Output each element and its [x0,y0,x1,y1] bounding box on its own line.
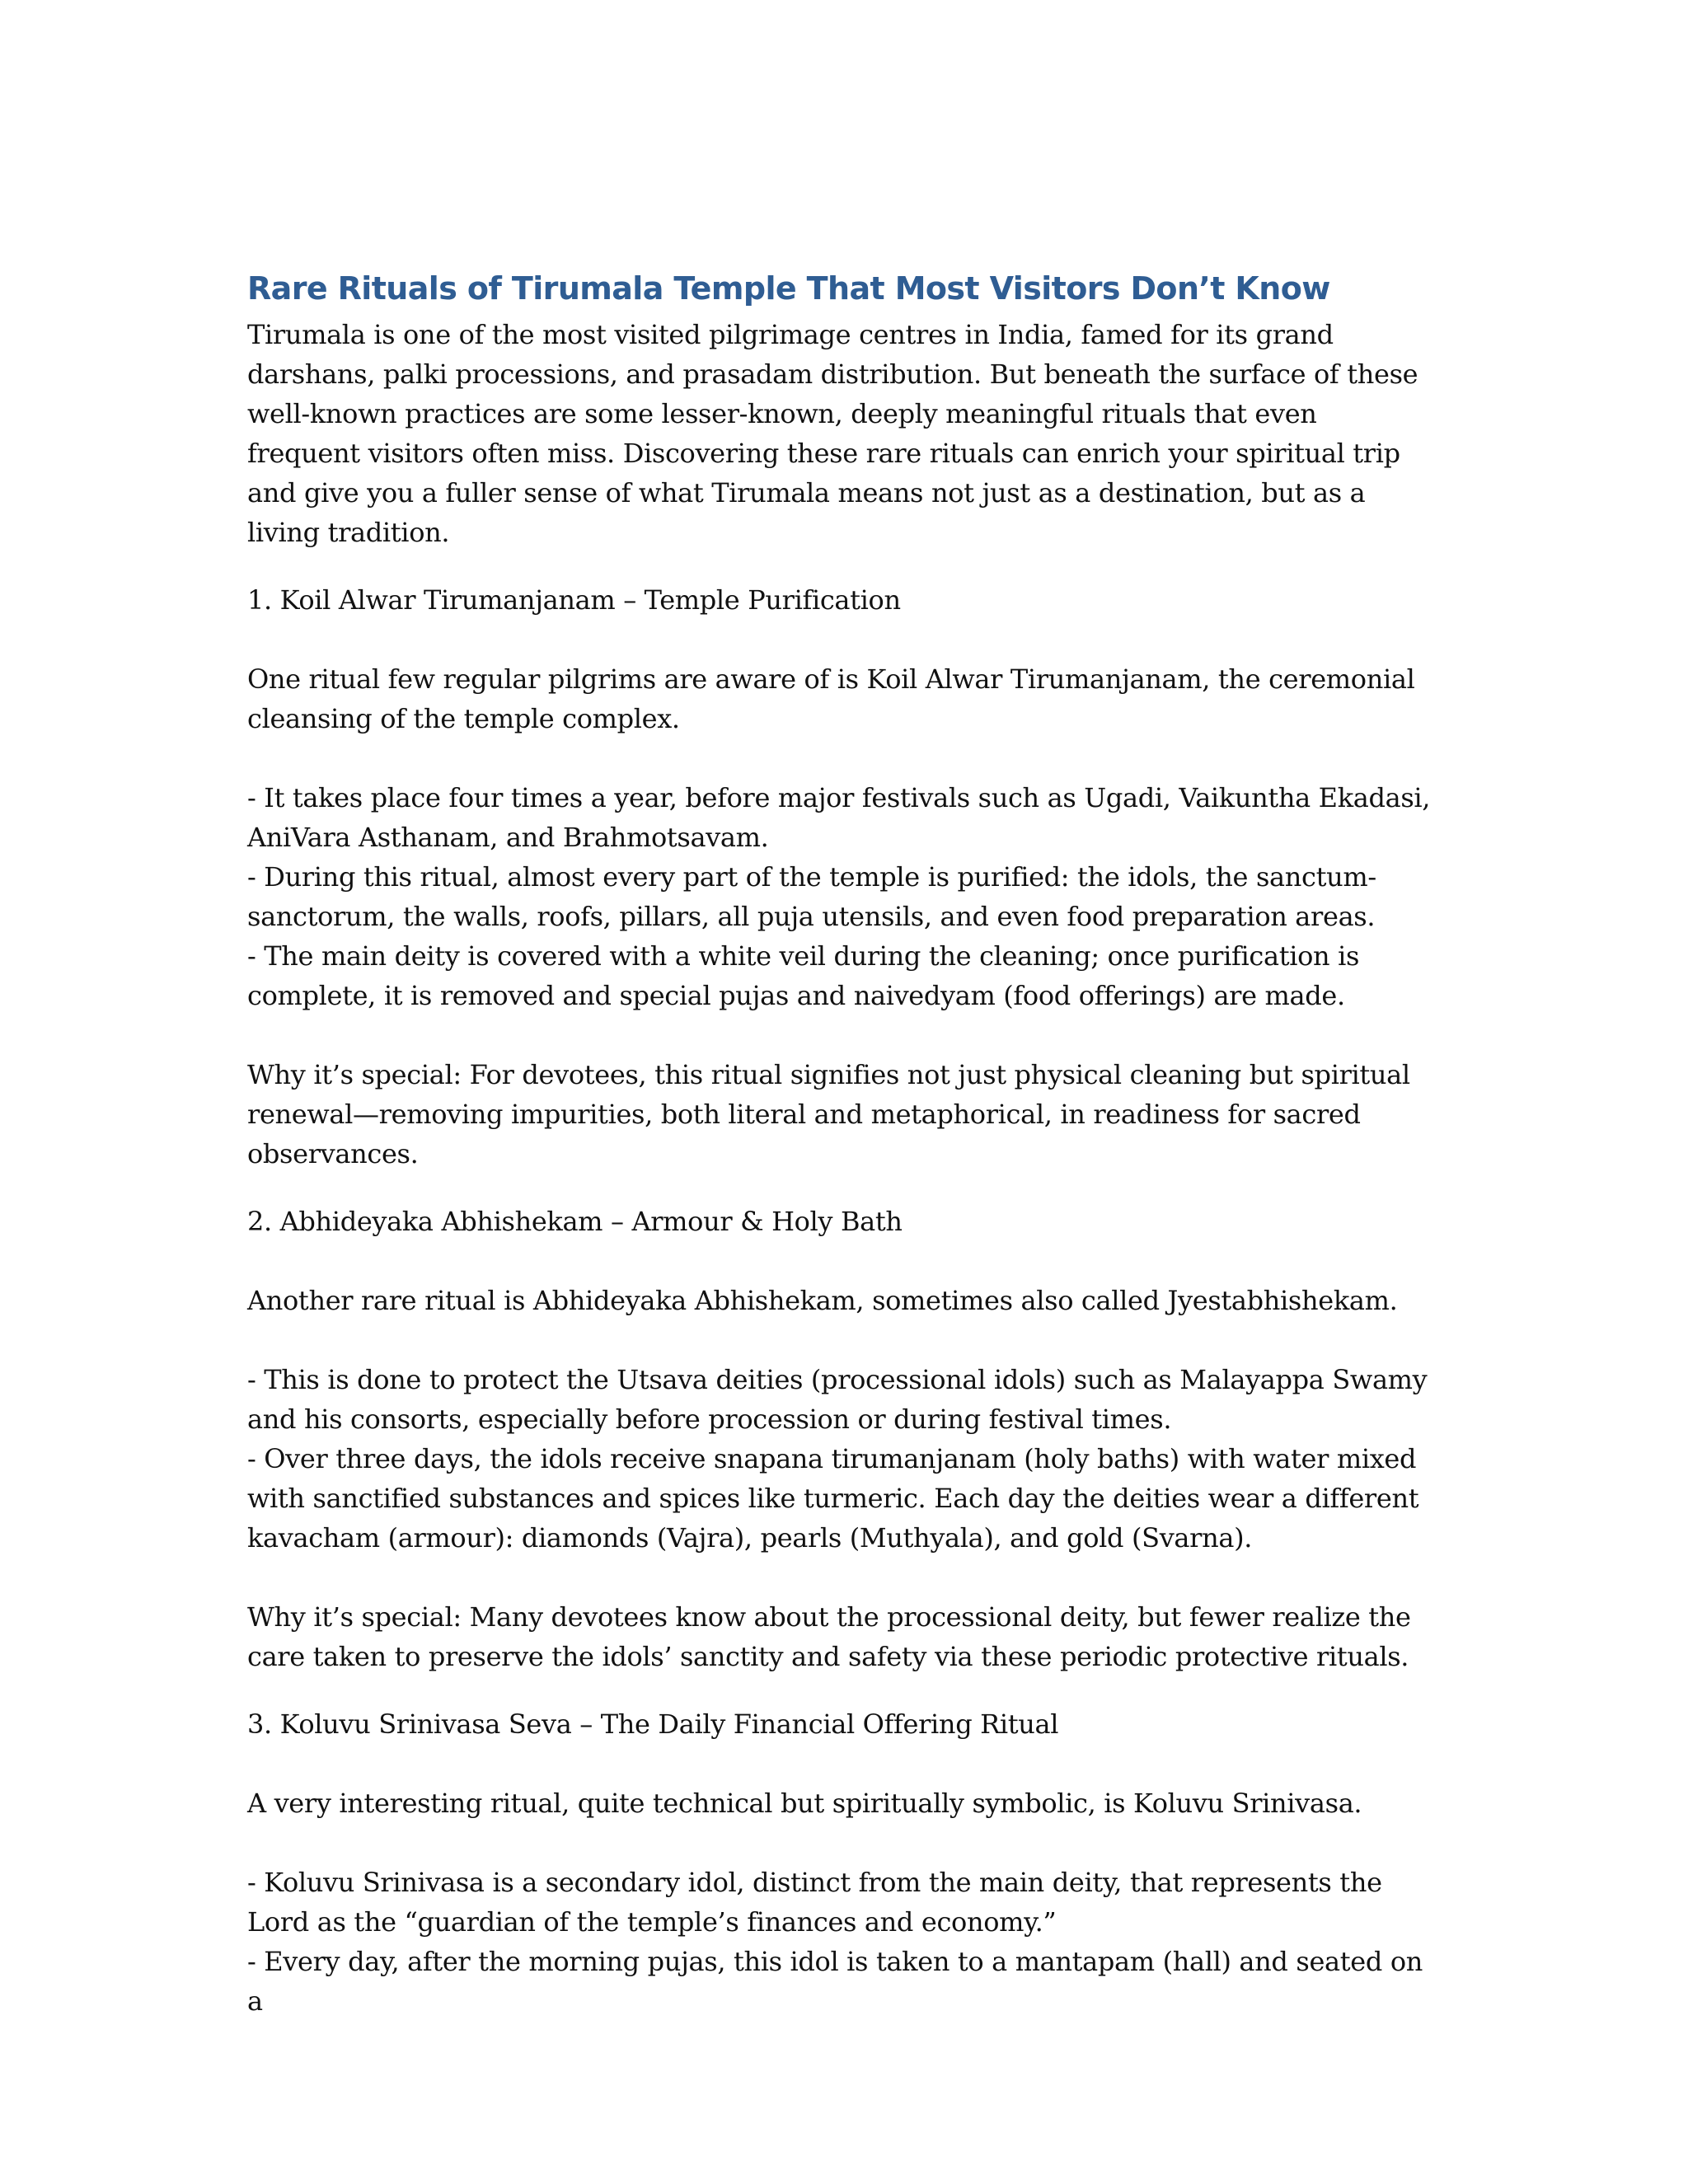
section-1-bullet-2: - During this ritual, almost every part of the temple is purified: the idols, the sanctum-sanctorum, the walls, roofs, pillars, all puja utensils, and even food preparation areas. [247,861,1376,932]
section-1-bullet-1: - It takes place four times a year, before major festivals such as Ugadi, Vaikuntha Ekadasi, AniVara Asthanam, and Brahmotsavam. [247,782,1431,853]
document-title: Rare Rituals of Tirumala Temple That Most Visitors Don’t Know [247,270,1330,307]
spacer [247,1320,1434,1360]
section-2-heading: 2. Abhideyaka Abhishekam – Armour & Holy Bath [247,1206,903,1237]
section-2-bullet-1: - This is done to protect the Utsava deities (processional idols) such as Malayappa Swamy and his consorts, especially before procession or during festival times. [247,1364,1428,1435]
spacer [247,1676,1434,1704]
section-1-bullet-3: - The main deity is covered with a white veil during the cleaning; once purification is complete, it is removed and special pujas and naivedyam (food offerings) are made. [247,940,1360,1011]
spacer [247,1015,1434,1055]
section-3-bullet-1: - Koluvu Srinivasa is a secondary idol, distinct from the main deity, that represents the Lord as the “guardian of the temple’s finances and economy.” [247,1867,1382,1938]
section-2-why: Why it’s special: Many devotees know about the processional deity, but fewer realize the care taken to preserve the idols’ sanctity and safety via these periodic protective rituals. [247,1601,1411,1672]
section-3-bullet-2: - Every day, after the morning pujas, this idol is taken to a mantapam (hall) and seated on a [247,1946,1423,2017]
section-1-lead: One ritual few regular pilgrims are aware of is Koil Alwar Tirumanjanam, the ceremonial cleansing of the temple complex. [247,663,1415,734]
spacer [247,1174,1434,1202]
section-3-heading: 3. Koluvu Srinivasa Seva – The Daily Financial Offering Ritual [247,1708,1059,1740]
spacer [247,1744,1434,1783]
spacer [247,620,1434,659]
section-1-heading: 1. Koil Alwar Tirumanjanam – Temple Purification [247,584,901,616]
spacer [247,738,1434,778]
section-1-why: Why it’s special: For devotees, this ritual signifies not just physical cleaning but spiritual renewal—removing impurities, both literal and metaphorical, in readiness for sacred observances. [247,1059,1410,1169]
spacer [247,1241,1434,1281]
document-page [247,262,1434,2021]
section-2-lead: Another rare ritual is Abhideyaka Abhishekam, sometimes also called Jyestabhishekam. [247,1285,1398,1316]
intro-paragraph: Tirumala is one of the most visited pilgrimage centres in India, famed for its grand darshans, palki processions, and prasadam distribution. But beneath the surface of these well-known practices are some lesser-known, deeply meaningful rituals that even frequent visitors often miss. Discovering these rare rituals can enrich your spiritual trip and give you a fuller sense of what Tirumala means not just as a destination, but as a living tradition. [247,319,1418,548]
spacer [247,1558,1434,1597]
spacer [247,1823,1434,1863]
section-2-bullet-2: - Over three days, the idols receive snapana tirumanjanam (holy baths) with water mixed with sanctified substances and spices like turmeric. Each day the deities wear a different kavacham (armour): diamonds (Vajra), pearls (Muthyala), and gold (Svarna). [247,1443,1419,1554]
section-3-lead: A very interesting ritual, quite technical but spiritually symbolic, is Koluvu Srinivasa. [247,1788,1362,1819]
spacer [247,552,1434,580]
